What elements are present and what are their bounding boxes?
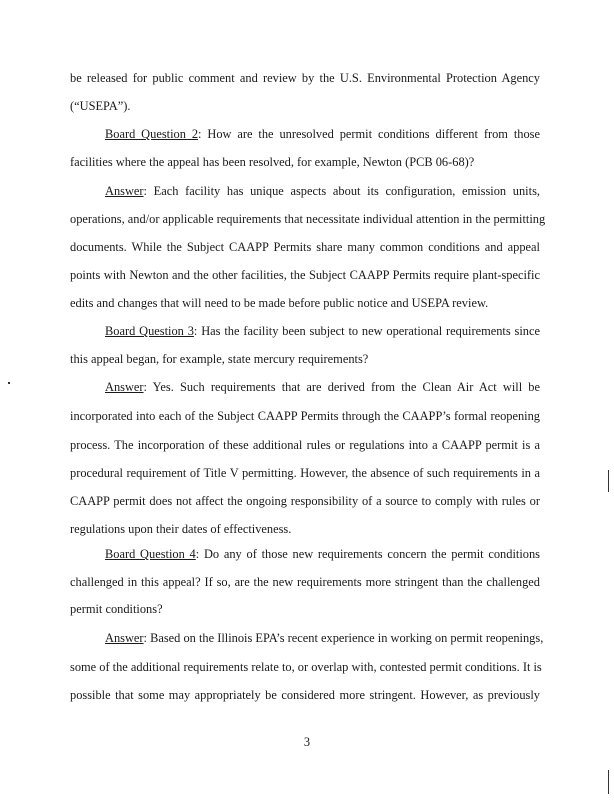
question-label: Board Question 4 xyxy=(105,547,196,561)
text-line: edits and changes that will need to be made before public notice and USEPA review. xyxy=(70,296,489,310)
answer-text: : Each facility has unique aspects about its configuration, emission units, xyxy=(143,184,540,198)
text-line: possible that some may appropriately be considered more stringent. However, as previously xyxy=(70,688,540,702)
text-line: this appeal began, for example, state mercury requirements? xyxy=(70,352,369,366)
text-line: (“USEPA”). xyxy=(70,99,131,113)
text-line: regulations upon their dates of effectiveness. xyxy=(70,522,292,536)
scan-speck xyxy=(8,382,10,384)
text-line: permit conditions? xyxy=(70,602,163,616)
text-line xyxy=(105,630,544,646)
scan-mark xyxy=(608,470,609,492)
text-line: points with Newton and the other facilities, the Subject CAAPP Permits require plant-specific xyxy=(70,268,540,282)
answer-text: : Yes. Such requirements that are derived from the Clean Air Act will be xyxy=(143,380,540,394)
text-line: be released for public comment and review by the U.S. Environmental Protection Agency xyxy=(70,71,540,85)
text-line: procedural requirement of Title V permitting. However, the absence of such requirements in a xyxy=(70,466,540,480)
text-line: facilities where the appeal has been resolved, for example, Newton (PCB 06-68)? xyxy=(70,155,475,169)
text-line: CAAPP permit does not affect the ongoing responsibility of a source to comply with rules or xyxy=(70,494,540,508)
answer-label: Answer xyxy=(105,184,144,198)
text-line xyxy=(105,546,540,562)
text-line xyxy=(105,379,540,395)
text-line xyxy=(105,183,540,199)
text-line: challenged in this appeal? If so, are the new requirements more stringent than the challenged xyxy=(70,575,540,589)
text-line: process. The incorporation of these additional rules or regulations into a CAAPP permit is a xyxy=(70,438,540,452)
question-text: : Do any of those new requirements concern the permit conditions xyxy=(195,547,540,561)
text-line xyxy=(105,323,540,339)
answer-label: Answer xyxy=(105,631,144,645)
text-line xyxy=(105,126,540,142)
text-line: documents. While the Subject CAAPP Permits share many common conditions and appeal xyxy=(70,240,540,254)
text-line: incorporated into each of the Subject CAAPP Permits through the CAAPP’s formal reopening xyxy=(70,409,540,423)
scan-mark xyxy=(608,770,609,794)
text-line: operations, and/or applicable requirements that necessitate individual attention in the permitting xyxy=(70,212,546,226)
question-label: Board Question 3 xyxy=(105,324,194,338)
question-text: : How are the unresolved permit conditions different from those xyxy=(198,127,540,141)
question-label: Board Question 2 xyxy=(105,127,199,141)
answer-label: Answer xyxy=(105,380,144,394)
answer-text: : Based on the Illinois EPA’s recent experience in working on permit reopenings, xyxy=(143,631,544,645)
text-line: some of the additional requirements relate to, or overlap with, contested permit conditions. It is xyxy=(70,660,542,674)
question-text: : Has the facility been subject to new operational requirements since xyxy=(193,324,540,338)
page-number: 3 xyxy=(303,735,311,749)
